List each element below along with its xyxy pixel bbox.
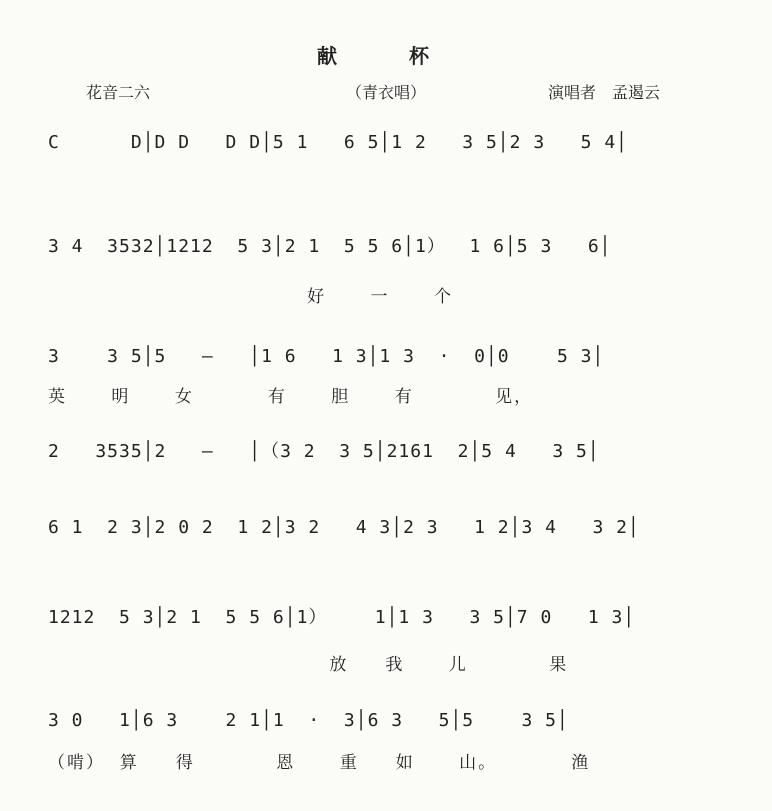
tune-type: 花音二六 (86, 83, 151, 102)
notation-line-1 (48, 123, 728, 163)
notes-6: 1212 5 3│2 1 5 5 6│1） 1│1 3 3 5│7 0 1 3│ (48, 607, 636, 628)
notation-line-4 (48, 432, 728, 472)
notation-line-7 (48, 701, 728, 741)
notes-1: C D│D D D D│5 1 6 5│1 2 3 5│2 3 5 4│ (48, 132, 629, 153)
song-title: 献 杯 (317, 44, 455, 68)
notes-7: 3 0 1│6 3 2 1│1 · 3│6 3 5│5 3 5│ (48, 710, 569, 731)
lyrics-2: 好 一 个 (48, 287, 453, 307)
notes-2: 3 4 3532│1212 5 3│2 1 5 5 6│1） 1 6│5 3 6│ (48, 236, 612, 257)
lyrics-7: （啃） 算 得 恩 重 如 山。 渔 (48, 753, 591, 773)
notation-line-3 (48, 337, 728, 377)
role-note: （青衣唱） (346, 83, 427, 102)
notes-3: 3 3 5│5 — │1 6 1 3│1 3 · 0│0 5 3│ (48, 346, 605, 367)
notation-line-2 (48, 227, 728, 267)
notation-line-5 (48, 508, 728, 548)
notation-line-6 (48, 598, 728, 638)
notes-4: 2 3535│2 — │（3 2 3 5│2161 2│5 4 3 5│ (48, 441, 600, 462)
notes-5: 6 1 2 3│2 0 2 1 2│3 2 4 3│2 3 1 2│3 4 3 2│ (48, 517, 640, 538)
lyrics-3: 英 明 女 有 胆 有 见， (48, 387, 534, 407)
performer: 演唱者 孟遏云 (548, 83, 661, 102)
lyrics-6: 放 我 儿 果 (48, 655, 569, 675)
